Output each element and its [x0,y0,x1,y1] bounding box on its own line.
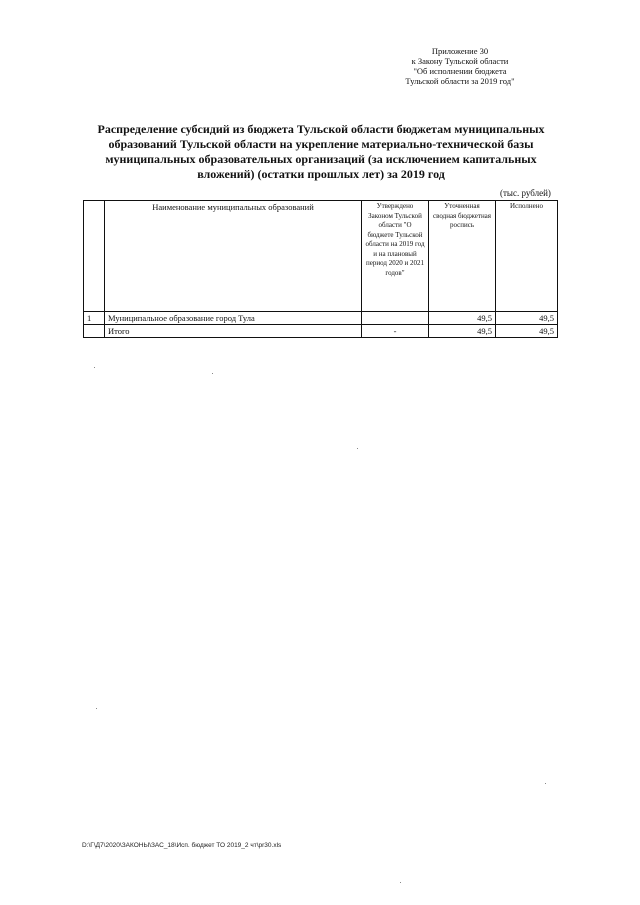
header-executed: Исполнено [496,201,558,312]
row-num: 1 [84,312,105,325]
row-refined: 49,5 [429,312,496,325]
appendix-line-3: "Об исполнении бюджета [413,66,507,76]
header-num [84,201,105,312]
table-total-row [84,325,558,338]
row-approved [362,312,429,325]
appendix-line-4: Тульской области за 2019 год" [405,76,515,86]
scan-speck [94,367,95,368]
table-header-row [84,201,558,312]
row-executed: 49,5 [496,312,558,325]
table-row [84,312,558,325]
total-num [84,325,105,338]
scan-speck [545,783,546,784]
appendix-line-2: к Закону Тульской области [411,56,509,66]
total-refined: 49,5 [429,325,496,338]
file-path: D:\Г\Д7\2020\ЗАКОНЫ\ЗАС_18\Исп. бюджет ТО 2019_2 чт\pr30.xls [82,842,282,849]
header-refined: Уточненная сводная бюджетная роспись [429,201,496,312]
scan-speck [212,373,213,374]
row-name: Муниципальное образование город Тула [105,312,362,325]
scan-speck [96,708,97,709]
document-title: Распределение субсидий из бюджета Тульской области бюджетам муниципальных образований Тульской области на укрепление материально-технической базы муниципальных образовательных организаций (за исключением капитальных вложений) (остатки прошлых лет) за 2019 год [97,122,545,181]
appendix-line-1: Приложение 30 [431,46,489,56]
total-executed: 49,5 [496,325,558,338]
total-approved: - [362,325,429,338]
header-approved: Утверждено Законом Тульской области "О бюджете Тульской области на 2019 год и на плановый период 2020 и 2021 годов" [362,201,429,312]
budget-table [83,200,558,338]
appendix-caption [390,46,530,86]
total-name: Итого [105,325,362,338]
header-name: Наименование муниципальных образований [105,201,362,312]
scan-speck [357,448,358,449]
scan-speck [400,882,401,883]
units-label: (тыс. рублей) [500,188,551,198]
